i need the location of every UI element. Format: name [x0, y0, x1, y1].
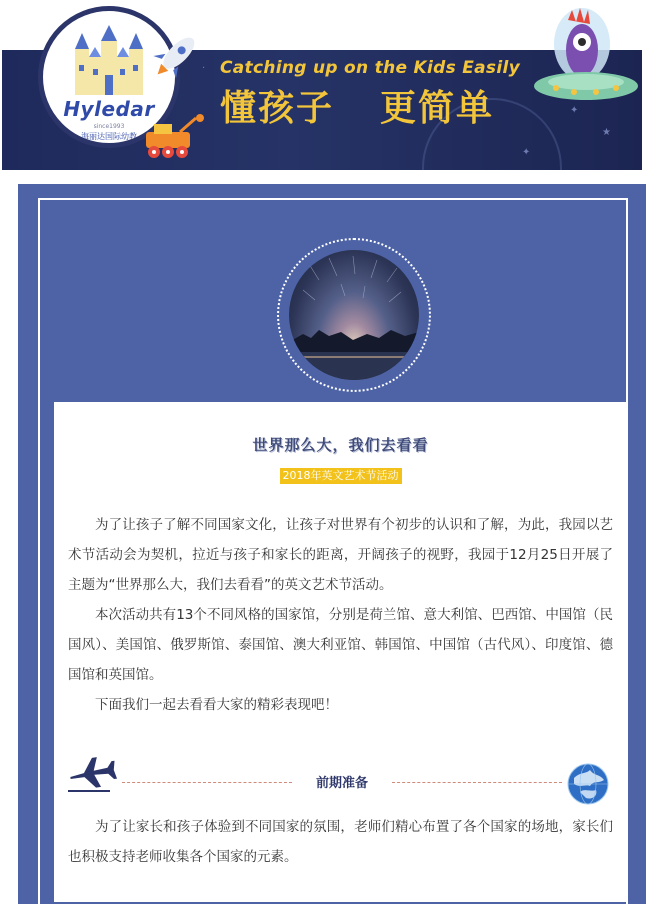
slogan-chinese	[220, 80, 494, 131]
cover-photo-frame	[277, 238, 431, 392]
article-subtitle: 2018年英文艺术节活动	[280, 468, 402, 484]
divider-line-left	[122, 782, 292, 783]
article-subtitle-wrap	[54, 464, 627, 484]
header-banner	[0, 0, 664, 170]
star-icon: ·	[202, 63, 206, 74]
brand-name: Hyledar	[63, 97, 155, 121]
star-trail-image	[289, 250, 419, 380]
star-icon: ★	[602, 127, 611, 138]
article-title: 世界那么大，我们去看看	[252, 436, 429, 454]
slogan-chinese-part2: 更简单	[380, 88, 495, 129]
article-content	[54, 402, 627, 902]
paragraph-pavilions: 本次活动共有13个不同风格的国家馆，分别是荷兰馆、意大利馆、巴西馆、中国馆（民国风）、美国馆、俄罗斯馆、泰国馆、澳大利亚馆、韩国馆、中国馆（古代风）、印度馆、德国馆和英国馆。	[68, 607, 613, 683]
divider-line-right	[392, 782, 562, 783]
slogan-english: Catching up on the Kids Easily	[220, 58, 520, 78]
rover-icon	[140, 114, 210, 162]
article-card	[18, 184, 646, 904]
brand-since: since1993	[93, 123, 125, 130]
globe-icon	[566, 762, 610, 806]
section-divider	[54, 744, 627, 804]
slogan-chinese-part1: 懂孩子	[220, 88, 335, 129]
castle-icon	[71, 25, 147, 97]
airplane-icon	[66, 754, 118, 794]
night-sky-photo[interactable]	[289, 250, 419, 380]
rocket-icon	[148, 28, 204, 84]
paragraph-intro: 为了让孩子了解不同国家文化，让孩子对世界有个初步的认识和了解，为此，我园以艺术节活动会为契机，拉近与孩子和家长的距离，开阔孩子的视野，我园于12月25日开展了主题为“世界那么大，我们去看看”的英文艺术节活动。	[68, 517, 613, 593]
paragraph-lead-in: 下面我们一起去看看大家的精彩表现吧！	[95, 697, 338, 713]
star-icon: ✦	[570, 105, 579, 116]
ufo-alien-icon	[532, 4, 642, 112]
paragraph-preparation: 为了让家长和孩子体验到不同国家的氛围，老师们精心布置了各个国家的场地，家长们也积极支持老师收集各个国家的元素。	[68, 819, 613, 865]
brand-chinese-name: 海丽达国际幼教	[81, 132, 137, 141]
star-icon: ✦	[522, 147, 531, 158]
section-label: 前期准备	[315, 776, 368, 791]
